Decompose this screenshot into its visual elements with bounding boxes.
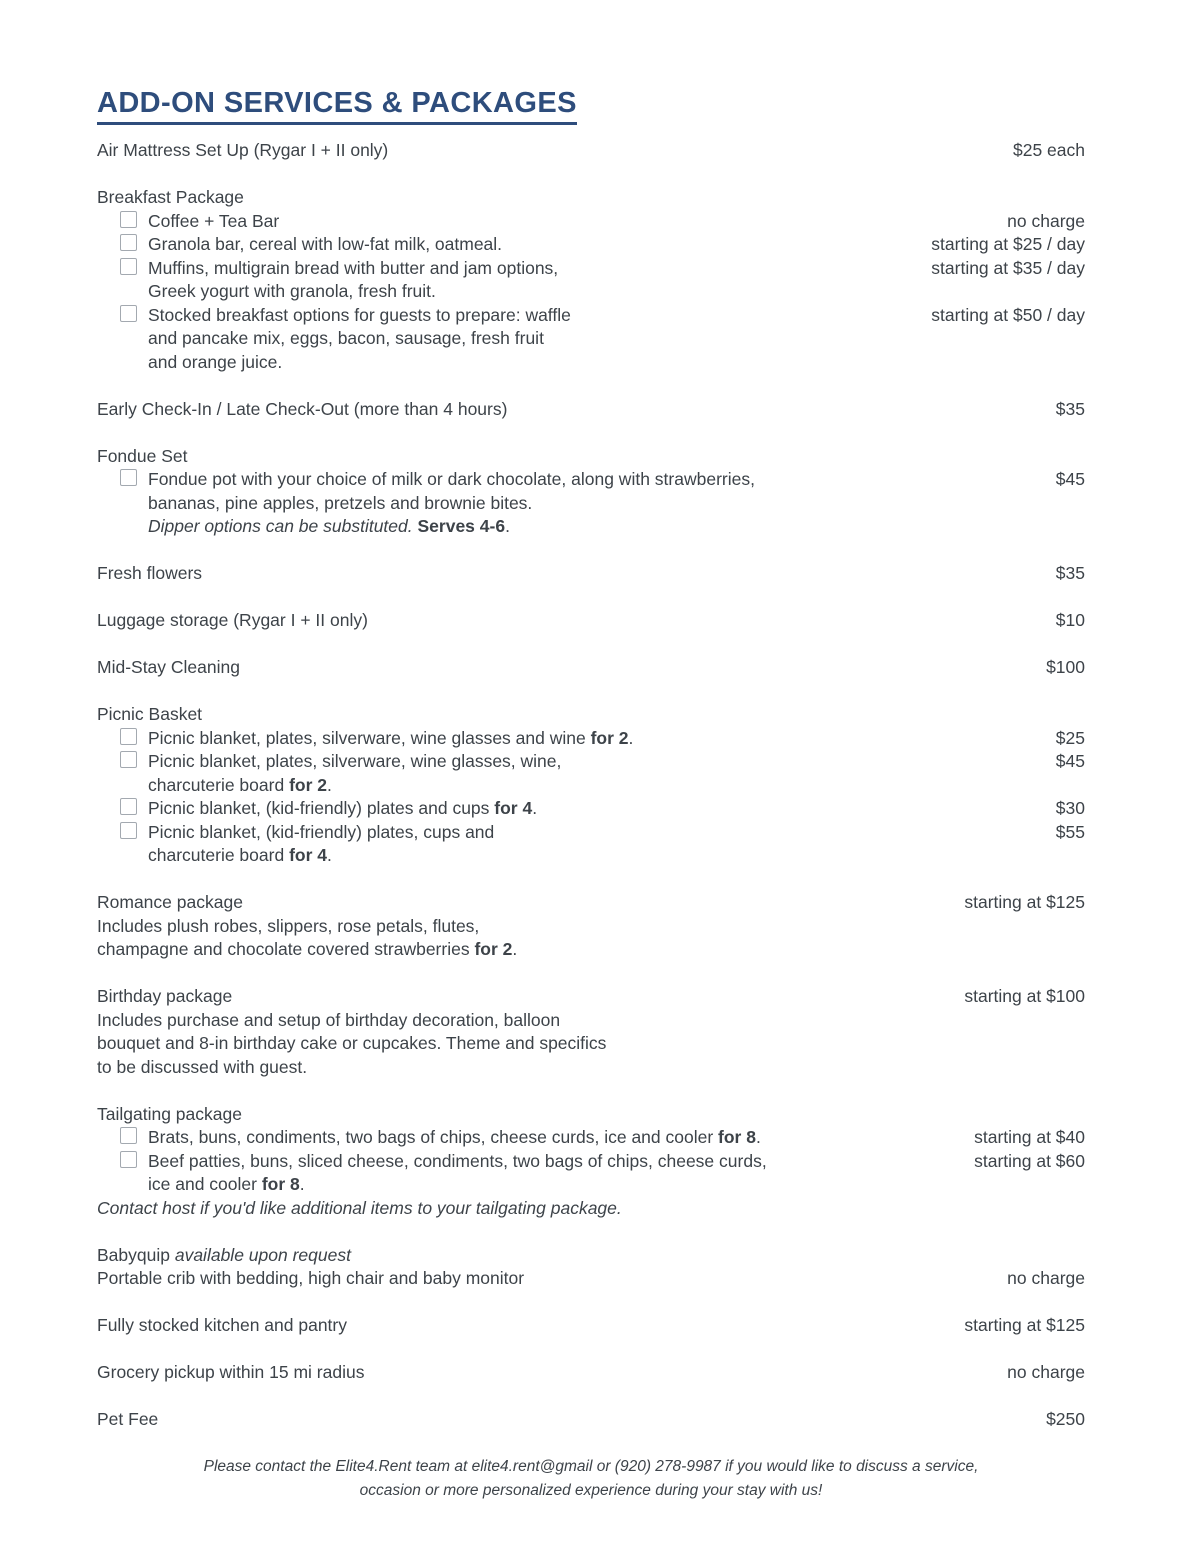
line-text [97, 797, 1044, 821]
text-segment: Includes purchase and setup of birthday decoration, balloon [97, 1009, 561, 1030]
service-block [97, 703, 1085, 868]
price-value: $45 [1055, 751, 1085, 771]
checkbox-option-line [97, 797, 1085, 821]
text-segment: Picnic blanket, (kid-friendly) plates, cups and [148, 821, 495, 842]
text-segment: . [299, 1174, 305, 1194]
price-value: $25 [1055, 727, 1085, 748]
service-line [97, 515, 1085, 539]
line-text [97, 1056, 1085, 1080]
text-segment: Includes plush robes, slippers, rose petals, flutes, [97, 915, 480, 936]
text-segment: Tailgating package [97, 1103, 242, 1124]
text-segment: for 8 [718, 1127, 756, 1147]
price-value: starting at $50 / day [931, 304, 1085, 325]
service-line [97, 1314, 1085, 1338]
text-segment: Romance package [97, 892, 243, 912]
price-value: $250 [1046, 1409, 1085, 1429]
service-line [97, 1056, 1085, 1080]
text-segment: Mid-Stay Cleaning [97, 657, 240, 677]
text-segment: Beef patties, buns, sliced cheese, condiments, two bags of chips, cheese curds, [148, 1150, 767, 1171]
service-line [97, 186, 1085, 210]
text-segment: Picnic blanket, plates, silverware, wine glasses, wine, [148, 751, 562, 771]
line-text [97, 351, 1085, 375]
line-text [97, 1150, 962, 1174]
checkbox-icon [120, 258, 137, 275]
page-title: ADD-ON SERVICES & PACKAGES [97, 88, 577, 125]
service-block [97, 186, 1085, 374]
text-segment: . [755, 1127, 761, 1147]
footer-line-2: occasion or more personalized experience during your stay with us! [359, 1482, 823, 1499]
line-text [97, 257, 919, 281]
service-line [97, 656, 1085, 680]
line-text [97, 727, 1044, 751]
service-block [97, 609, 1085, 633]
text-segment: . [628, 727, 634, 748]
text-segment: Fondue Set [97, 445, 188, 466]
checkbox-option-line [97, 257, 1085, 281]
line-text [97, 656, 1034, 680]
line-text [97, 327, 1085, 351]
text-segment: Dipper options can be substituted. [148, 516, 413, 536]
checkbox-option-line [97, 233, 1085, 257]
service-line [97, 139, 1085, 163]
text-segment: Birthday package [97, 986, 233, 1006]
line-text [97, 938, 1085, 962]
text-segment: . [327, 845, 332, 865]
price-value: $45 [1055, 469, 1085, 489]
text-segment: Luggage storage (Rygar I + II only) [97, 610, 368, 630]
price-value: starting at $125 [964, 1315, 1085, 1335]
price-value: $35 [1055, 563, 1085, 583]
service-block [97, 562, 1085, 586]
checkbox-option-line [97, 821, 1085, 845]
service-line [97, 327, 1085, 351]
price-value: $25 each [1012, 140, 1085, 160]
services-list [97, 139, 1085, 1432]
text-segment: for 4 [289, 845, 327, 865]
text-segment: for 8 [261, 1174, 300, 1194]
text-segment: Early Check-In / Late Check-Out (more than 4 hours) [97, 398, 508, 419]
line-text [97, 703, 1085, 727]
checkbox-icon [120, 1127, 137, 1144]
checkbox-option-line [97, 210, 1085, 234]
service-block [97, 1314, 1085, 1338]
service-block [97, 1408, 1085, 1432]
price-value: no charge [1007, 210, 1085, 231]
service-block [97, 398, 1085, 422]
text-segment: Picnic Basket [97, 704, 203, 724]
text-segment: charcuterie board [148, 774, 290, 795]
price-value: no charge [1007, 1362, 1085, 1382]
price-value: starting at $35 / day [931, 257, 1085, 278]
text-segment: Air Mattress Set Up (Rygar I + II only) [97, 140, 389, 160]
service-block [97, 891, 1085, 962]
line-text [97, 1197, 1085, 1221]
service-line [97, 1197, 1085, 1221]
line-text [97, 1267, 995, 1291]
service-line [97, 1267, 1085, 1291]
line-text [97, 1244, 1085, 1268]
line-text [97, 1103, 1085, 1127]
text-segment: to be discussed with guest. [97, 1056, 308, 1077]
checkbox-icon [120, 751, 137, 768]
price-value: starting at $60 [974, 1150, 1085, 1171]
text-segment: Fondue pot with your choice of milk or dark chocolate, along with strawberries, [148, 469, 755, 489]
line-text [97, 609, 1044, 633]
line-text [97, 1314, 952, 1338]
checkbox-option-line [97, 1150, 1085, 1174]
footer-note [97, 1455, 1085, 1503]
service-line [97, 1103, 1085, 1127]
text-segment: champagne and chocolate covered strawberries [97, 939, 475, 959]
text-segment: Granola bar, cereal with low-fat milk, oatmeal. [148, 234, 503, 254]
text-segment: bouquet and 8-in birthday cake or cupcakes. Theme and specifics [97, 1033, 607, 1053]
line-text [97, 1032, 1085, 1056]
service-block [97, 139, 1085, 163]
line-text [97, 844, 1085, 868]
service-line [97, 985, 1085, 1009]
checkbox-option-line [97, 727, 1085, 751]
price-value: $55 [1055, 821, 1085, 842]
service-line [97, 609, 1085, 633]
text-segment: . [532, 798, 538, 818]
checkbox-icon [120, 211, 137, 228]
service-block [97, 1103, 1085, 1221]
checkbox-icon [120, 234, 137, 251]
checkbox-icon [120, 1151, 137, 1168]
line-text [97, 891, 952, 915]
line-text [97, 750, 1044, 774]
service-line [97, 280, 1085, 304]
service-line [97, 703, 1085, 727]
line-text [97, 821, 1044, 845]
service-line [97, 774, 1085, 798]
service-line [97, 562, 1085, 586]
text-segment: Coffee + Tea Bar [148, 210, 280, 231]
text-segment: Picnic blanket, (kid-friendly) plates and cups [148, 798, 495, 818]
line-text [97, 304, 919, 328]
price-value: $30 [1055, 798, 1085, 818]
text-segment: Stocked breakfast options for guests to prepare: waffle [148, 304, 571, 325]
price-value: $35 [1055, 398, 1085, 419]
line-text [97, 515, 1085, 539]
service-block [97, 445, 1085, 539]
text-segment: charcuterie board [148, 845, 290, 865]
line-text [97, 1408, 1034, 1432]
service-line [97, 398, 1085, 422]
line-text [97, 562, 1044, 586]
service-line [97, 1173, 1085, 1197]
service-line [97, 1244, 1085, 1268]
text-segment: Muffins, multigrain bread with butter and jam options, [148, 257, 559, 278]
text-segment: Greek yogurt with granola, fresh fruit. [148, 281, 436, 301]
text-segment: for 2 [474, 939, 513, 959]
service-line [97, 492, 1085, 516]
text-segment: Picnic blanket, plates, silverware, wine glasses and wine [148, 727, 591, 748]
service-line [97, 351, 1085, 375]
line-text [97, 280, 1085, 304]
line-text [97, 233, 919, 257]
text-segment: Pet Fee [97, 1409, 159, 1429]
line-text [97, 210, 995, 234]
service-line [97, 1009, 1085, 1033]
checkbox-icon [120, 469, 137, 486]
footer-line-1: Please contact the Elite4.Rent team at elite4.rent@gmail or (920) 278-9987 if you would like to discuss a service, [203, 1458, 979, 1475]
service-block [97, 656, 1085, 680]
checkbox-icon [120, 728, 137, 745]
line-text [97, 1009, 1085, 1033]
text-segment: ice and cooler [148, 1174, 262, 1194]
service-block [97, 985, 1085, 1079]
service-line [97, 445, 1085, 469]
price-value: starting at $100 [964, 986, 1085, 1006]
checkbox-option-line [97, 750, 1085, 774]
service-line [97, 915, 1085, 939]
line-text [97, 186, 1085, 210]
line-text [97, 1173, 1085, 1197]
service-line [97, 1032, 1085, 1056]
line-text [97, 985, 952, 1009]
line-text [97, 774, 1085, 798]
text-segment: and pancake mix, eggs, bacon, sausage, fresh fruit [148, 328, 544, 348]
service-line [97, 891, 1085, 915]
checkbox-icon [120, 798, 137, 815]
service-line [97, 1408, 1085, 1432]
checkbox-option-line [97, 1126, 1085, 1150]
service-line [97, 938, 1085, 962]
text-segment: for 2 [289, 774, 327, 795]
text-segment: Breakfast Package [97, 187, 244, 207]
line-text [97, 915, 1085, 939]
line-text [97, 468, 1044, 492]
text-segment: Serves 4-6 [417, 516, 506, 536]
price-value: $100 [1046, 657, 1085, 677]
text-segment: . [512, 939, 518, 959]
service-block [97, 1361, 1085, 1385]
text-segment: Fully stocked kitchen and pantry [97, 1315, 347, 1335]
text-segment: Portable crib with bedding, high chair and baby monitor [97, 1268, 525, 1288]
text-segment: Contact host if you'd like additional items to your tailgating package. [97, 1197, 622, 1218]
line-text [97, 492, 1085, 516]
price-value: starting at $125 [964, 892, 1085, 912]
price-value: no charge [1007, 1268, 1085, 1288]
line-text [97, 1361, 995, 1385]
text-segment: Brats, buns, condiments, two bags of chips, cheese curds, ice and cooler [148, 1127, 719, 1147]
service-line [97, 844, 1085, 868]
text-segment: Fresh flowers [97, 563, 203, 583]
text-segment: Grocery pickup within 15 mi radius [97, 1362, 365, 1382]
price-value: starting at $25 / day [931, 234, 1085, 254]
line-text [97, 139, 1001, 163]
price-value: $10 [1055, 610, 1085, 630]
checkbox-option-line [97, 304, 1085, 328]
text-segment: . [505, 516, 510, 536]
text-segment: available upon request [174, 1244, 351, 1265]
text-segment: . [327, 774, 332, 795]
text-segment: for 4 [494, 798, 533, 818]
text-segment: and orange juice. [148, 351, 283, 372]
checkbox-option-line [97, 468, 1085, 492]
service-line [97, 1361, 1085, 1385]
text-segment: bananas, pine apples, pretzels and brownie bites. [148, 492, 533, 513]
text-segment: for 2 [590, 727, 629, 748]
line-text [97, 398, 1044, 422]
checkbox-icon [120, 822, 137, 839]
text-segment: Babyquip [97, 1244, 175, 1265]
checkbox-icon [120, 305, 137, 322]
service-block [97, 1244, 1085, 1291]
line-text [97, 1126, 962, 1150]
line-text [97, 445, 1085, 469]
price-value: starting at $40 [974, 1127, 1085, 1147]
